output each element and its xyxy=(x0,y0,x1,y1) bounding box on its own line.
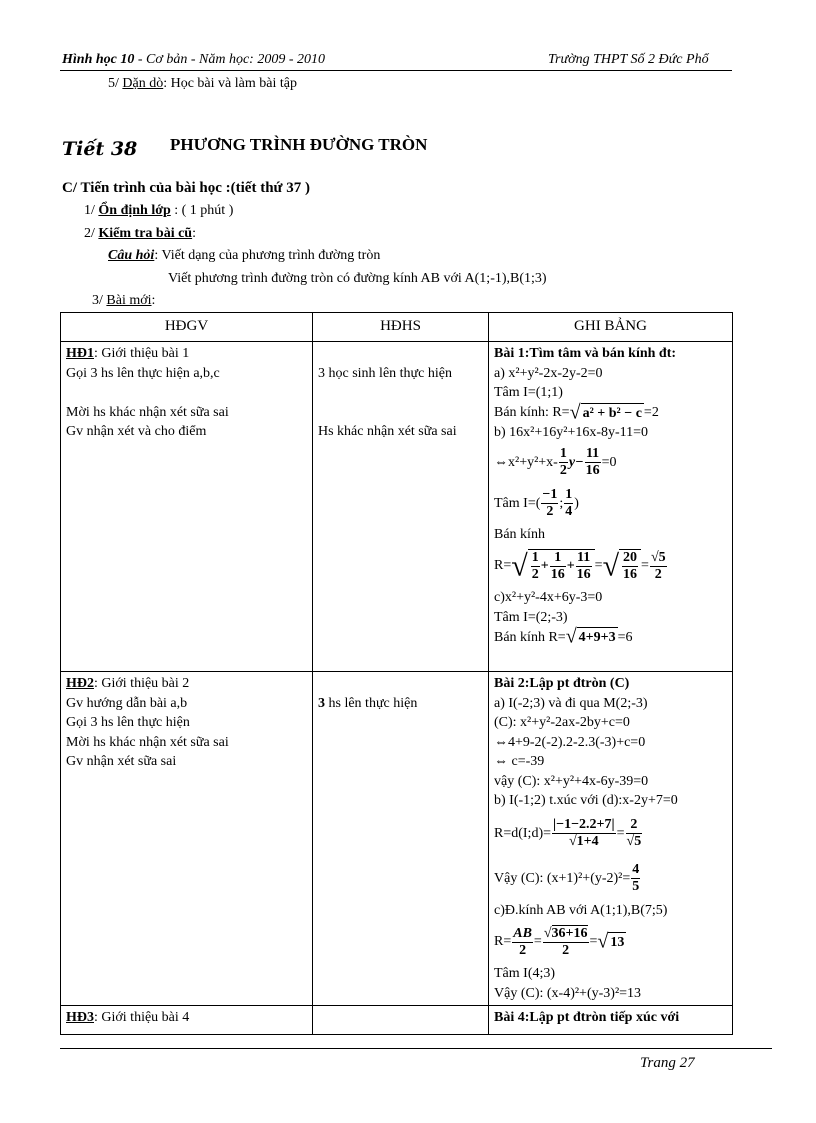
row2-board-line-11: Tâm I(4;3) xyxy=(494,966,556,981)
row2-gv-line-2: Gọi 3 hs lên thực hiện xyxy=(66,715,190,730)
row2-hs xyxy=(313,672,489,1006)
fraction: $\frac{1}{4}$ xyxy=(565,487,573,519)
lesson-tag: Tiết 38 xyxy=(62,138,138,160)
row1-board-title: Bài 1:Tìm tâm và bán kính đt: xyxy=(494,346,677,361)
row3-gv-title-text: : Giới thiệu bài 4 xyxy=(94,1010,190,1025)
section-heading xyxy=(62,180,310,197)
lesson-table xyxy=(60,312,733,1035)
col-header-hs: HĐHS xyxy=(313,313,489,342)
row3-board-title: Bài 4:Lập pt đtròn tiếp xúc với xyxy=(494,1010,680,1025)
row2-gv-label: HĐ2 xyxy=(66,676,94,691)
radius-label: Bán kính: R= xyxy=(494,405,570,420)
row1-gv-title-text: : Giới thiệu bài 1 xyxy=(94,346,190,361)
row2-hs-line-1 xyxy=(318,694,483,714)
fraction: $\frac{-1}{2}$ xyxy=(542,487,558,519)
equiv-text: ⇔x²+y²+x- xyxy=(494,454,558,470)
header-course: Hình học 10 xyxy=(62,52,135,67)
row3-gv-title xyxy=(66,1008,307,1028)
row2-gv-line-4: Gv nhận xét sữa sai xyxy=(66,754,177,769)
fraction: $\frac{√5}{2}$ xyxy=(650,549,666,582)
radius-eq-label: R= xyxy=(494,558,512,574)
table-row xyxy=(61,342,733,672)
sqrt-expression: √ $\frac{1}{2}$ + $\frac{1}{16}$ + $\frac{11}{16}$ xyxy=(511,549,594,583)
row2-gv xyxy=(61,672,313,1006)
step-2 xyxy=(84,226,196,242)
step-1-text: : ( 1 phút ) xyxy=(170,203,234,218)
fraction: $\frac{2}{√5}$ xyxy=(626,817,642,849)
row2-gv-title xyxy=(66,674,307,694)
homework-num: 5/ xyxy=(108,76,123,91)
row2-gv-line-3: Mời hs khác nhận xét sữa sai xyxy=(66,734,229,750)
homework-text: : Học bài và làm bài tập xyxy=(163,76,297,91)
fraction: $\frac{√36+16}{2}$ xyxy=(543,925,588,958)
row2-board-line-9: c)Đ.kính AB với A(1;1),B(7;5) xyxy=(494,902,668,918)
homework-label: Dặn dò xyxy=(122,76,164,91)
equiv-mid: y− xyxy=(568,454,584,470)
step-1 xyxy=(84,203,233,219)
step-2-num: 2/ xyxy=(84,226,99,241)
sqrt-expression: √ $\frac{20}{16}$ xyxy=(603,549,641,583)
row2-board-line-6: b) I(-1;2) t.xúc với (d):x-2y+7=0 xyxy=(494,793,678,808)
section-heading-num: 37 xyxy=(286,180,302,196)
row2-board-line-12: Vậy (C): (x-4)²+(y-3)²=13 xyxy=(494,985,642,1001)
footer-rule xyxy=(60,1048,772,1049)
row2-board-line-4: ⇔ c=-39 xyxy=(494,754,545,769)
table-header-row xyxy=(61,313,733,342)
question-line-1 xyxy=(108,248,380,264)
row2-board-line-8 xyxy=(494,857,727,901)
equiv-end: =0 xyxy=(601,454,617,470)
step-1-num: 1/ xyxy=(84,203,99,218)
row3-gv xyxy=(61,1006,313,1035)
center-sep: ; xyxy=(559,495,564,511)
step-3-text: : xyxy=(151,293,156,308)
fraction: $\frac{AB}{2}$ xyxy=(513,925,532,958)
row1-board-line-4: b) 16x²+16y²+16x-8y-11=0 xyxy=(494,425,649,440)
row1-hs xyxy=(313,342,489,672)
row2-gv-title-text: : Giới thiệu bài 2 xyxy=(94,676,190,691)
row1-board-line-7: Bán kính xyxy=(494,526,545,542)
step-2-text: : xyxy=(192,226,196,241)
row2-board-line-1: a) I(-2;3) và đi qua M(2;-3) xyxy=(494,695,648,711)
row1-board-line-10: Tâm I=(2;-3) xyxy=(494,609,568,625)
fraction: $\frac{1}{2}$ xyxy=(559,446,567,478)
row1-board-line-11 xyxy=(494,627,727,648)
lesson-title: PHƯƠNG TRÌNH ĐƯỜNG TRÒN xyxy=(170,135,428,154)
row2-board-title: Bài 2:Lập pt đtròn (C) xyxy=(494,676,630,691)
row2-board-line-3: ⇔4+9-2(-2).2-2.3(-3)+c=0 xyxy=(494,734,646,750)
sqrt-expression: √ 13 xyxy=(597,930,625,953)
row1-board-line-3 xyxy=(494,403,727,424)
header-year: - Cơ bản - Năm học: 2009 - 2010 xyxy=(134,52,325,67)
col-header-board: GHI BẢNG xyxy=(489,313,733,342)
row1-gv-line-1: Gọi 3 hs lên thực hiện a,b,c xyxy=(66,365,220,381)
row1-board-line-6 xyxy=(494,483,727,525)
row1-gv-line-3: Gv nhận xét và cho điểm xyxy=(66,424,207,439)
row3-gv-label: HĐ3 xyxy=(66,1010,94,1025)
section-heading-text: C/ Tiến trình của bài học :(tiết thứ xyxy=(62,180,287,196)
section-heading-end: ) xyxy=(301,180,311,196)
row2-board-line-5: vậy (C): x²+y²+4x-6y-39=0 xyxy=(494,773,649,789)
row2-board-line-10: R= $\frac{AB}{2}$ = $\frac{√36+16}{2}$ = √ 13 xyxy=(494,925,625,958)
table-row xyxy=(61,672,733,1006)
row3-board xyxy=(489,1006,733,1035)
row2-hs-text: hs lên thực hiện xyxy=(325,695,418,711)
row1-hs-line-2: Hs khác nhận xét sữa sai xyxy=(318,424,457,439)
row1-board-line-9: c)x²+y²-4x+6y-3=0 xyxy=(494,590,603,605)
row1-board-line-5 xyxy=(494,443,727,483)
header-school: Trường THPT Số 2 Đức Phổ xyxy=(548,52,709,67)
step-1-label: Ổn định lớp xyxy=(98,203,171,218)
row2-board-line-7: R=d(I;d)= $\frac{|-1-2.2+7|}{√1+4}$ = $\frac{2}{√5}$ xyxy=(494,817,642,849)
fraction: $\frac{11}{16}$ xyxy=(585,446,600,478)
row1-board xyxy=(489,342,733,672)
row2-hs-num: 3 xyxy=(318,695,325,711)
header-left xyxy=(62,52,325,68)
radius-value-c: =6 xyxy=(617,629,633,645)
circle-eq-b: Vậy (C): (x+1)²+(y-2)²= xyxy=(494,870,631,886)
row1-board-line-1: a) x²+y²-2x-2y-2=0 xyxy=(494,365,603,381)
radius-value: =2 xyxy=(643,405,659,420)
step-2-label: Kiểm tra bài cũ xyxy=(98,226,193,241)
table-row xyxy=(61,1006,733,1035)
row1-gv-title xyxy=(66,344,307,364)
question-line-2: Viết phương trình đường tròn có đường kính AB với A(1;-1),B(1;3) xyxy=(168,271,547,286)
step-3-num: 3/ xyxy=(92,293,107,308)
distance-label: R=d(I;d)= xyxy=(494,825,552,841)
row1-gv xyxy=(61,342,313,672)
row2-board-line-2: (C): x²+y²-2ax-2by+c=0 xyxy=(494,715,630,730)
header-rule xyxy=(60,70,732,71)
row2-gv-line-1: Gv hướng dẫn bài a,b xyxy=(66,695,188,711)
step-3 xyxy=(92,293,155,309)
row1-hs-line-1: 3 học sinh lên thực hiện xyxy=(318,365,452,381)
row1-board-line-2: Tâm I=(1;1) xyxy=(494,385,563,400)
fraction: $\frac{|-1-2.2+7|}{√1+4}$ xyxy=(553,817,615,849)
question-label: Câu hỏi xyxy=(108,248,155,263)
page-number: Trang 27 xyxy=(640,1055,695,1071)
row2-board xyxy=(489,672,733,1006)
radius-label-c: Bán kính R= xyxy=(494,629,566,645)
sqrt-body: a² + b² − c xyxy=(581,403,644,424)
center-end: ) xyxy=(574,495,579,511)
radius-label-2c: R= xyxy=(494,934,512,950)
row1-gv-line-2: Mời hs khác nhận xét sữa sai xyxy=(66,404,229,420)
row3-hs xyxy=(313,1006,489,1035)
center-label: Tâm I=( xyxy=(494,495,541,511)
row1-gv-label: HĐ1 xyxy=(66,346,94,361)
sqrt-expression: √ 4+9+3 xyxy=(565,625,616,648)
step-3-label: Bài mới xyxy=(106,293,152,308)
fraction: $\frac{4}{5}$ xyxy=(632,862,640,894)
sqrt-expression: √ a² + b² − c xyxy=(569,401,642,423)
row1-board-line-8: R= √ $\frac{1}{2}$ + $\frac{1}{16}$ + $\frac{11}{16}$ = √ $\frac{20}{16}$ = $\frac{√5}{2}$ xyxy=(494,549,666,583)
homework-line xyxy=(108,76,297,92)
question-text-1: : Viết dạng của phương trình đường tròn xyxy=(154,248,381,263)
col-header-gv: HĐGV xyxy=(61,313,313,342)
